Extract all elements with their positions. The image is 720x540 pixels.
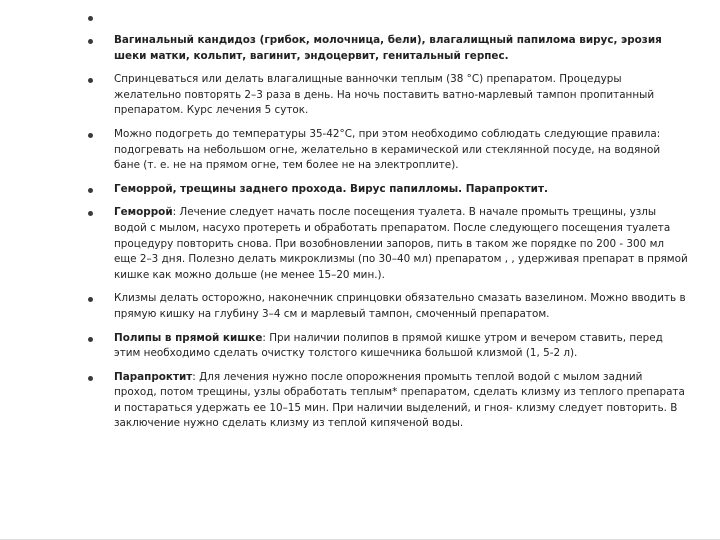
list-item-empty — [88, 10, 688, 25]
list-item-hemorrhoids-heading — [88, 182, 688, 198]
item-text: : Лечение следует начать после посещения туалета. В начале промыть трещины, узлы водой с мылом, насухо протереть и обработать препаратом. После следующего посещения туалета процедуру повторить снова. При возобновлении запоров, пить в таком же порядке по 200 - 300 мл еще 2–3 дня. Полезно делать микроклизмы (по 30–40 мл) препаратом , , удерживая препарат в прямой кишке как можно дольше (не менее 15–20 мин.). — [114, 206, 688, 281]
item-lead: Парапроктит — [114, 370, 193, 383]
bullet-list — [88, 10, 688, 440]
item-text: Можно подогреть до температуры 35-42°С, при этом необходимо соблюдать следующие правила: подогревать на небольшом огне, желательно в керамической или стеклянной посуде, на водяной бане (т. е. не на прямом огне, тем более не на электроплите). — [114, 127, 661, 172]
item-text: Клизмы делать осторожно, наконечник спринцовки обязательно смазать вазелином. Можно вводить в прямую кишку на глубину 3–4 см и марлевый тампон, смоченный препаратом. — [114, 292, 686, 320]
item-lead: Полипы в прямой кишке — [114, 331, 263, 344]
item-bold-text: Вагинальный кандидоз (грибок, молочница, бели), влагалищный папилома вирус, эрозия шеки матки, кольпит, вагинит, эндоцервит, генитальный герпес. — [114, 34, 662, 62]
list-item-candidiasis-heading — [88, 33, 688, 64]
item-lead: Геморрой — [114, 206, 173, 219]
item-text: Спринцеваться или делать влагалищные ванночки теплым (38 °С) препаратом. Процедуры желательно повторять 2–3 раза в день. На ночь поставить ватно-марлевый тампон пропитанный препаратом. Курс лечения 5 суток. — [114, 73, 655, 117]
list-item-polyps — [88, 331, 688, 362]
bullet-dot-icon — [88, 211, 93, 216]
list-item-paraproctitis — [88, 370, 688, 432]
list-item-douching — [88, 72, 688, 119]
bullet-dot-icon — [88, 337, 93, 342]
list-item-hemorrhoids — [88, 205, 688, 283]
list-item-enemas — [88, 291, 688, 322]
bullet-dot-icon — [88, 376, 93, 381]
item-bold-text: Геморрой, трещины заднего прохода. Вирус папилломы. Парапроктит. — [114, 182, 548, 195]
bullet-dot-icon — [88, 297, 93, 302]
item-text: : Для лечения нужно после опорожнения промыть теплой водой с мылом задний проход, потом трещины, узлы обработать теплым* препаратом, сделать клизму из теплого препарата и постараться удержать ее 10–15 мин. При наличии выделений, и гноя- клизму следует повторить. В заключение нужно сделать клизму из теплой кипяченой воды. — [114, 370, 685, 430]
list-item-heating — [88, 127, 688, 174]
bullet-dot-icon — [88, 188, 93, 193]
bullet-dot-icon — [88, 39, 93, 44]
bullet-dot-icon — [88, 133, 93, 138]
item-text: : При наличии полипов в прямой кишке утром и вечером ставить, перед этим необходимо сделать очистку толстого кишечника большой клизмой (1, 5-2 л). — [114, 331, 663, 360]
bullet-dot-icon — [88, 78, 93, 83]
bullet-dot-icon — [88, 16, 93, 21]
